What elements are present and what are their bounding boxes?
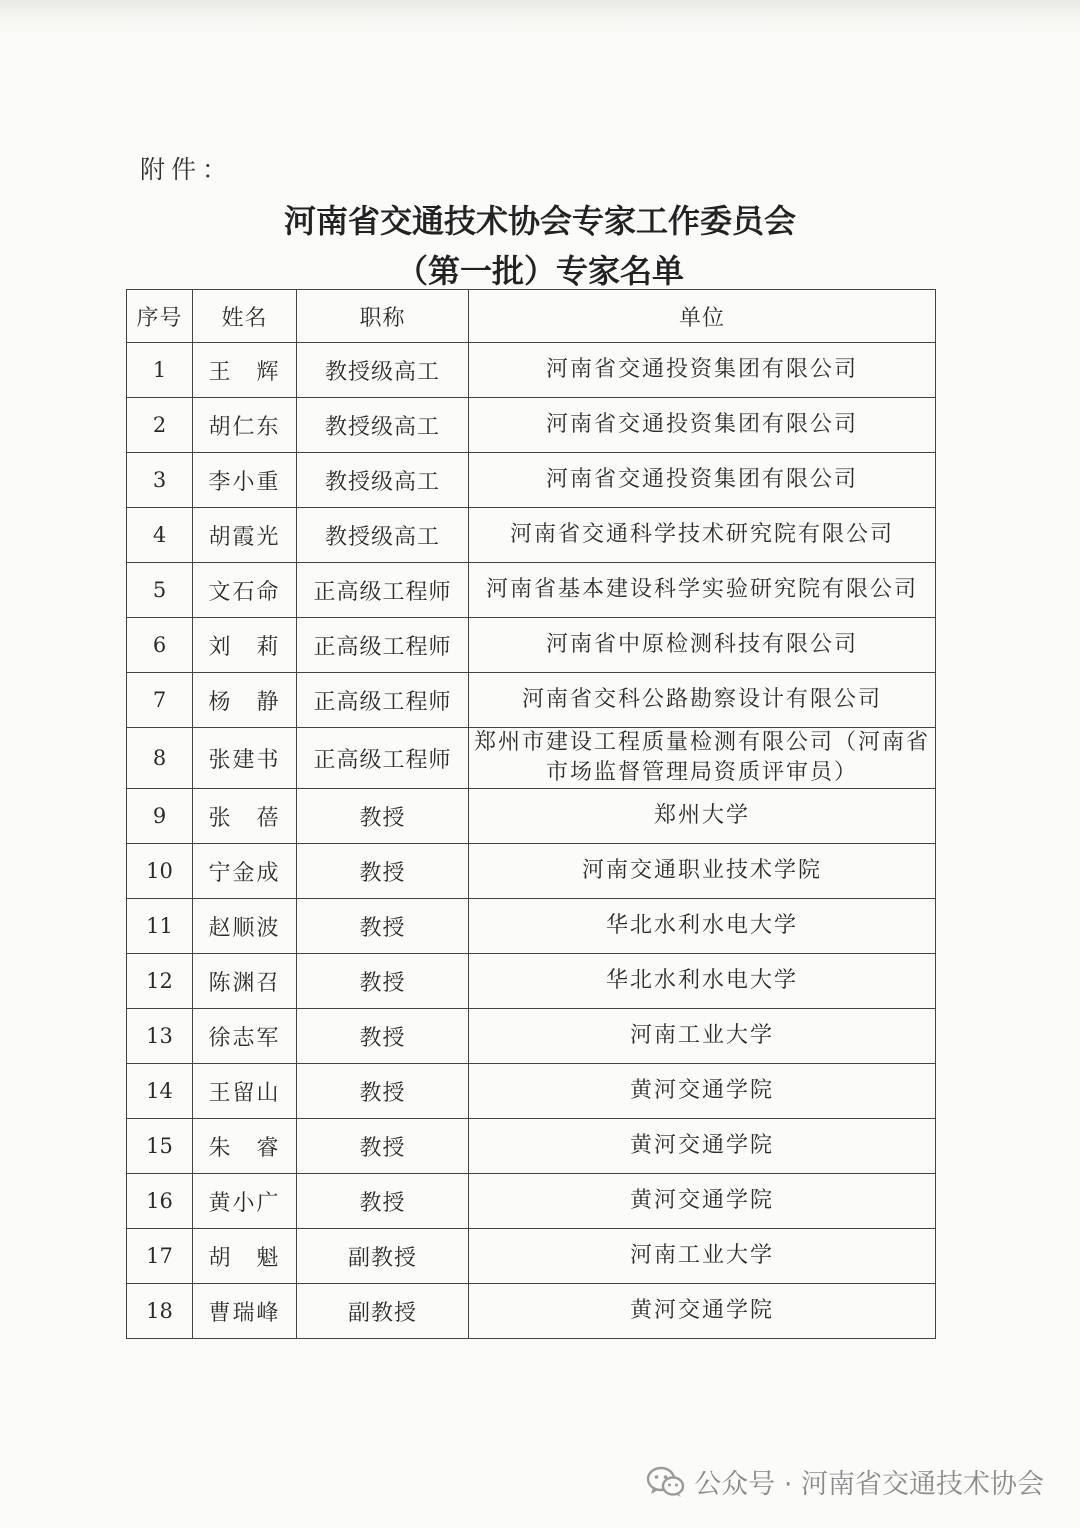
cell-name: 李小重: [193, 453, 297, 508]
cell-name: 王留山: [193, 1064, 297, 1119]
cell-unit: 华北水利水电大学: [469, 954, 936, 1009]
cell-name: 宁金成: [193, 844, 297, 899]
cell-unit: 黄河交通学院: [469, 1064, 936, 1119]
cell-number: 17: [127, 1229, 193, 1284]
cell-title: 教授: [297, 899, 469, 954]
cell-number: 15: [127, 1119, 193, 1174]
cell-unit: 河南省交通投资集团有限公司: [469, 343, 936, 398]
cell-unit: 河南工业大学: [469, 1009, 936, 1064]
cell-number: 11: [127, 899, 193, 954]
cell-title: 正高级工程师: [297, 728, 469, 789]
cell-number: 13: [127, 1009, 193, 1064]
watermark: [646, 1462, 1044, 1501]
cell-title: 教授: [297, 1119, 469, 1174]
scan-edge: [0, 0, 1080, 40]
document-subtitle: （第一批）专家名单: [395, 252, 684, 290]
cell-number: 10: [127, 844, 193, 899]
cell-title: 教授: [297, 1009, 469, 1064]
cell-name: 曹瑞峰: [193, 1284, 297, 1339]
table-row: [127, 508, 936, 563]
cell-name: 陈渊召: [193, 954, 297, 1009]
cell-number: 9: [127, 789, 193, 844]
cell-title: 教授级高工: [297, 508, 469, 563]
cell-unit: 河南交通职业技术学院: [469, 844, 936, 899]
cell-unit: 河南省基本建设科学实验研究院有限公司: [469, 563, 936, 618]
cell-name: 胡仁东: [193, 398, 297, 453]
cell-unit: 郑州大学: [469, 789, 936, 844]
table-row: [127, 1064, 936, 1119]
cell-title: 正高级工程师: [297, 563, 469, 618]
attachment-label: 附件：: [140, 155, 234, 184]
cell-title: 教授: [297, 844, 469, 899]
cell-title: 教授: [297, 1064, 469, 1119]
header-name: 姓名: [193, 290, 297, 343]
cell-number: 1: [127, 343, 193, 398]
table-row: [127, 398, 936, 453]
cell-number: 7: [127, 673, 193, 728]
cell-name: 赵顺波: [193, 899, 297, 954]
table-header-row: [127, 290, 936, 343]
cell-number: 3: [127, 453, 193, 508]
cell-name: 刘 莉: [193, 618, 297, 673]
cell-name: 王 辉: [193, 343, 297, 398]
table-row: [127, 453, 936, 508]
table-row: [127, 728, 936, 789]
cell-number: 2: [127, 398, 193, 453]
cell-name: 张 蓓: [193, 789, 297, 844]
expert-table: [126, 289, 936, 1339]
table-row: [127, 1174, 936, 1229]
cell-title: 正高级工程师: [297, 618, 469, 673]
watermark-text: 公众号 · 河南省交通技术协会: [694, 1469, 1044, 1500]
table-row: [127, 954, 936, 1009]
cell-title: 教授: [297, 954, 469, 1009]
cell-name: 文石命: [193, 563, 297, 618]
cell-unit: 河南省中原检测科技有限公司: [469, 618, 936, 673]
table-row: [127, 1009, 936, 1064]
cell-title: 正高级工程师: [297, 673, 469, 728]
cell-name: 黄小广: [193, 1174, 297, 1229]
table-row: [127, 563, 936, 618]
cell-unit: 河南省交通科学技术研究院有限公司: [469, 508, 936, 563]
table-row: [127, 1119, 936, 1174]
table-row: [127, 618, 936, 673]
table-row: [127, 673, 936, 728]
table-row: [127, 1284, 936, 1339]
cell-number: 18: [127, 1284, 193, 1339]
cell-number: 16: [127, 1174, 193, 1229]
cell-title: 教授级高工: [297, 343, 469, 398]
table-row: [127, 343, 936, 398]
header-title: 职称: [297, 290, 469, 343]
table-row: [127, 789, 936, 844]
table-row: [127, 899, 936, 954]
cell-name: 杨 静: [193, 673, 297, 728]
table-row: [127, 844, 936, 899]
cell-number: 6: [127, 618, 193, 673]
cell-unit: 华北水利水电大学: [469, 899, 936, 954]
cell-name: 胡霞光: [193, 508, 297, 563]
header-number: 序号: [127, 290, 193, 343]
cell-name: 徐志军: [193, 1009, 297, 1064]
cell-title: 教授: [297, 789, 469, 844]
cell-unit: 河南省交通投资集团有限公司: [469, 398, 936, 453]
cell-number: 12: [127, 954, 193, 1009]
cell-unit: 黄河交通学院: [469, 1119, 936, 1174]
document-title: 河南省交通技术协会专家工作委员会: [283, 202, 796, 240]
cell-number: 14: [127, 1064, 193, 1119]
cell-name: 张建书: [193, 728, 297, 789]
cell-unit: 河南省交科公路勘察设计有限公司: [469, 673, 936, 728]
cell-number: 8: [127, 728, 193, 789]
cell-number: 4: [127, 508, 193, 563]
cell-title: 教授级高工: [297, 453, 469, 508]
cell-unit: 郑州市建设工程质量检测有限公司（河南省市场监督管理局资质评审员）: [469, 728, 936, 789]
cell-unit: 黄河交通学院: [469, 1284, 936, 1339]
cell-title: 副教授: [297, 1229, 469, 1284]
cell-title: 教授级高工: [297, 398, 469, 453]
cell-title: 教授: [297, 1174, 469, 1229]
table-row: [127, 1229, 936, 1284]
header-unit: 单位: [469, 290, 936, 343]
cell-unit: 黄河交通学院: [469, 1174, 936, 1229]
cell-name: 朱 睿: [193, 1119, 297, 1174]
cell-unit: 河南省交通投资集团有限公司: [469, 453, 936, 508]
cell-name: 胡 魁: [193, 1229, 297, 1284]
wechat-icon: [646, 1465, 686, 1499]
cell-unit: 河南工业大学: [469, 1229, 936, 1284]
cell-number: 5: [127, 563, 193, 618]
cell-title: 副教授: [297, 1284, 469, 1339]
